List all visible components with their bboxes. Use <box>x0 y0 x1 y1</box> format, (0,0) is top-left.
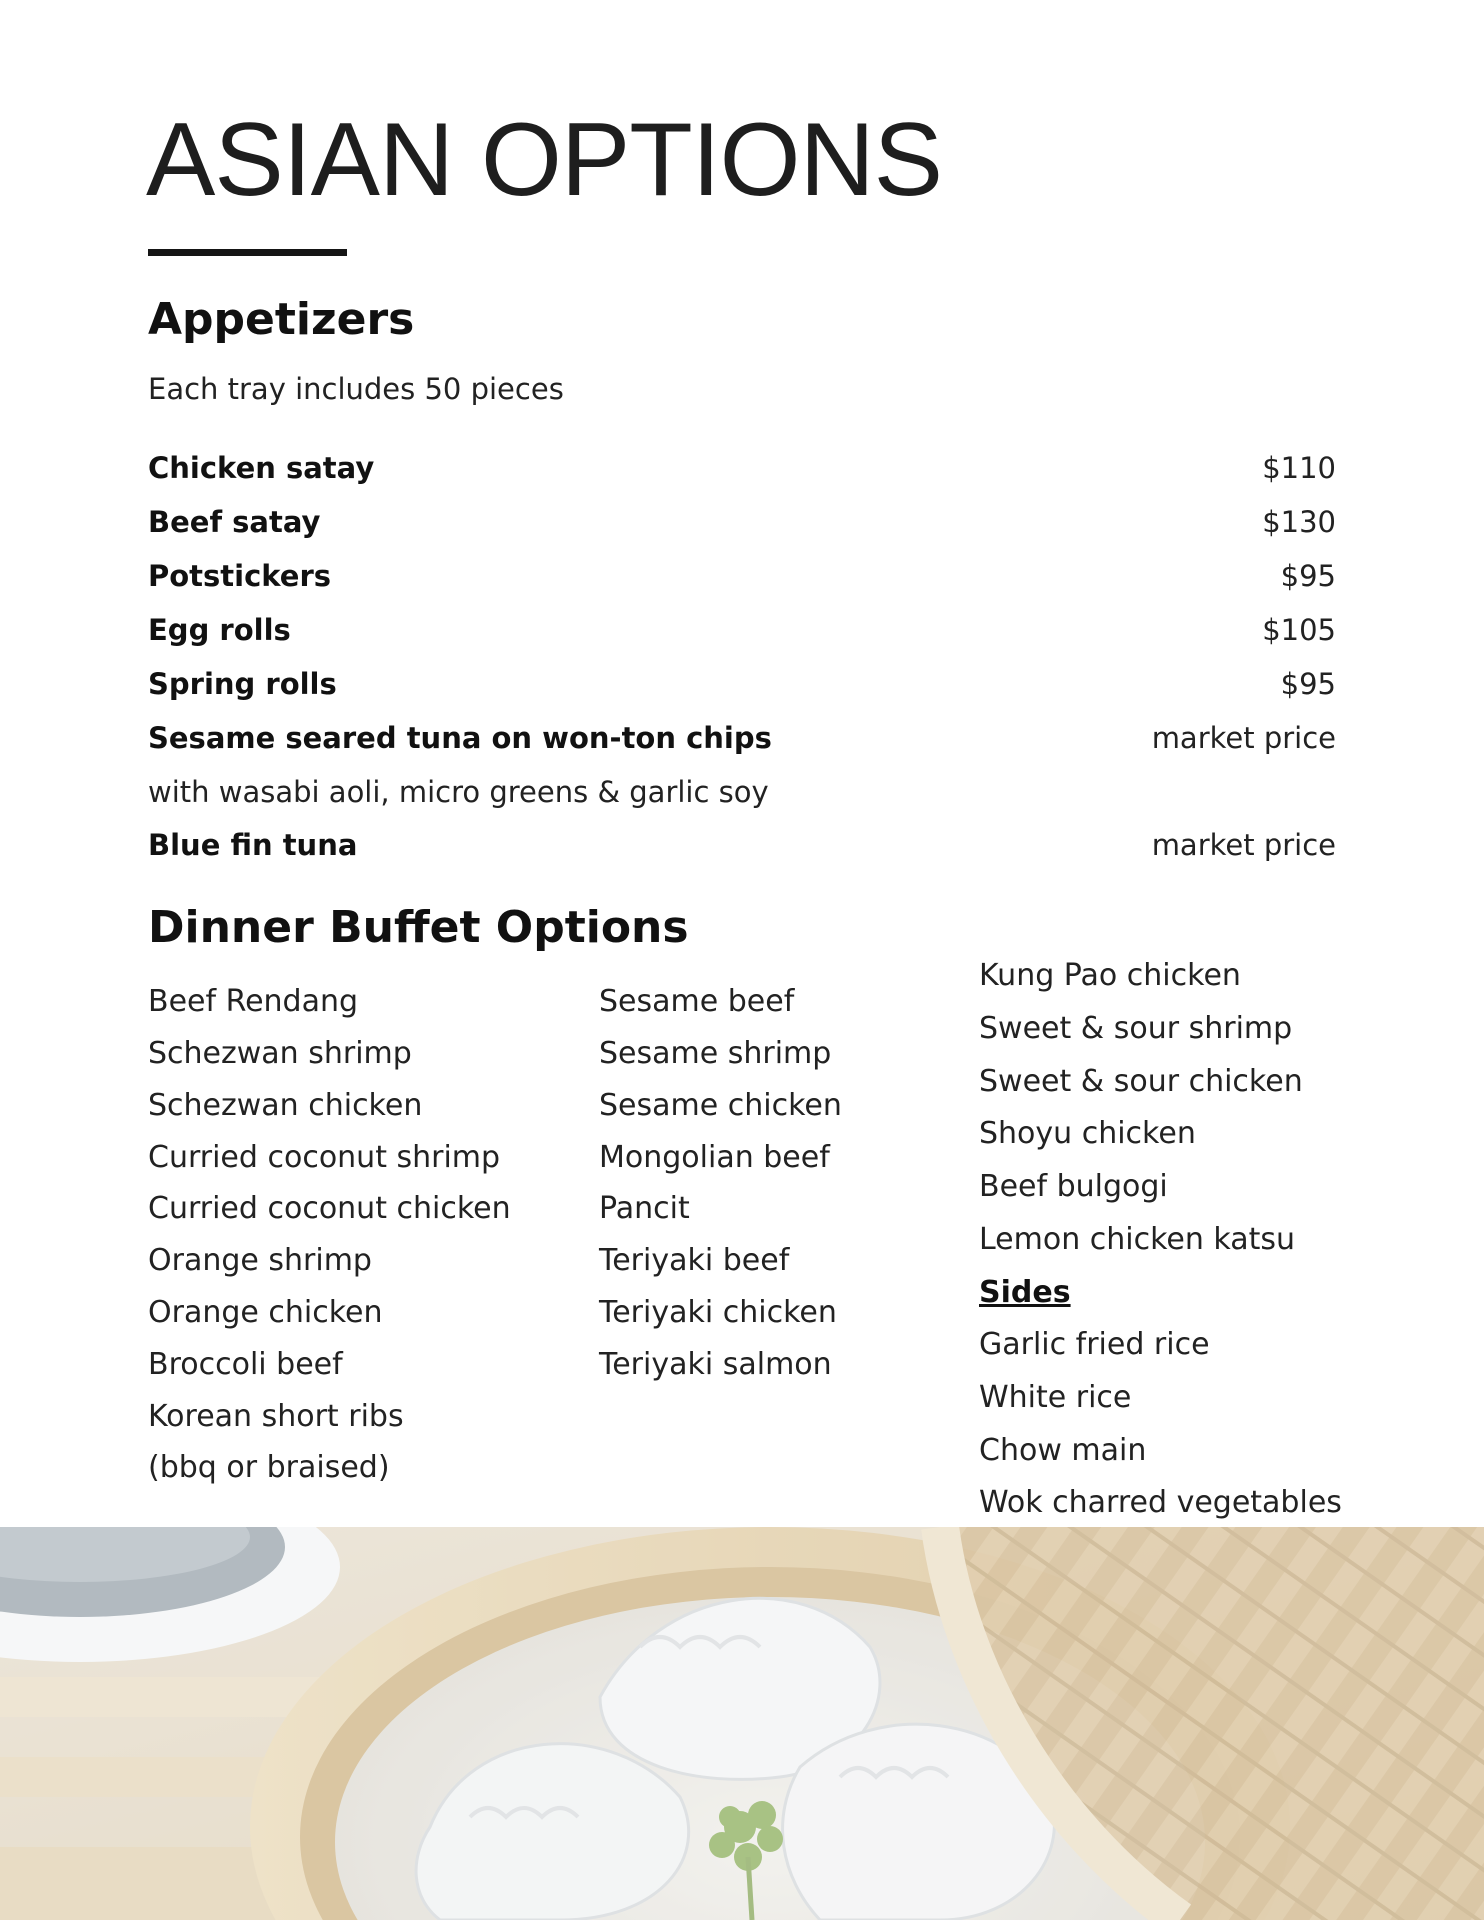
appetizer-name: Spring rolls <box>148 667 337 701</box>
dinner-item: Orange shrimp <box>148 1243 372 1278</box>
dinner-item: Broccoli beef <box>148 1347 343 1382</box>
dinner-item: Beef bulgogi <box>979 1169 1168 1204</box>
side-item: Chow main <box>979 1433 1147 1468</box>
dinner-item: Shoyu chicken <box>979 1116 1196 1151</box>
appetizer-name: Potstickers <box>148 559 332 593</box>
dinner-item: Teriyaki salmon <box>599 1347 832 1382</box>
appetizer-price: $110 <box>1262 451 1336 485</box>
dinner-item: Schezwan chicken <box>148 1088 423 1123</box>
appetizer-price: market price <box>1151 828 1336 862</box>
dinner-item: Schezwan shrimp <box>148 1036 412 1071</box>
appetizer-price: $130 <box>1262 505 1336 539</box>
side-item: Garlic fried rice <box>979 1327 1210 1362</box>
dinner-item: Sweet & sour chicken <box>979 1064 1303 1099</box>
appetizer-row <box>148 613 1336 656</box>
appetizer-row <box>148 451 1336 494</box>
dinner-item: Teriyaki chicken <box>599 1295 837 1330</box>
dinner-item: (bbq or braised) <box>148 1450 390 1485</box>
dinner-item: Pancit <box>599 1191 690 1226</box>
appetizer-row <box>148 505 1336 548</box>
appetizer-name: Egg rolls <box>148 613 291 647</box>
dinner-item: Korean short ribs <box>148 1399 404 1434</box>
appetizer-row <box>148 559 1336 602</box>
dinner-item: Sesame beef <box>599 984 795 1019</box>
sides-heading: Sides <box>979 1275 1071 1310</box>
appetizer-name: Sesame seared tuna on won-ton chips <box>148 721 772 755</box>
dumpling-photo-illustration <box>0 1527 1484 1920</box>
appetizer-row <box>148 667 1336 710</box>
appetizer-price: market price <box>1151 721 1336 755</box>
tuna-description: with wasabi aoli, micro greens & garlic soy <box>148 775 769 809</box>
side-item: Wok charred vegetables <box>979 1485 1342 1520</box>
dinner-heading: Dinner Buffet Options <box>148 902 689 953</box>
dinner-item: Mongolian beef <box>599 1140 830 1175</box>
dinner-item: Orange chicken <box>148 1295 383 1330</box>
title-underline <box>148 249 347 256</box>
dinner-item: Sesame chicken <box>599 1088 842 1123</box>
appetizer-name: Beef satay <box>148 505 321 539</box>
appetizers-heading: Appetizers <box>148 294 415 345</box>
dinner-item: Sweet & sour shrimp <box>979 1011 1293 1046</box>
dumpling-photo <box>0 1527 1484 1920</box>
side-item: White rice <box>979 1380 1132 1415</box>
dinner-item: Lemon chicken katsu <box>979 1222 1296 1257</box>
dinner-item: Curried coconut shrimp <box>148 1140 501 1175</box>
dinner-item: Kung Pao chicken <box>979 958 1241 993</box>
appetizer-name: Blue fin tuna <box>148 828 358 862</box>
dinner-item: Sesame shrimp <box>599 1036 832 1071</box>
appetizer-price: $105 <box>1262 613 1336 647</box>
appetizer-row <box>148 721 1336 764</box>
appetizer-price: $95 <box>1280 667 1336 701</box>
dinner-item: Teriyaki beef <box>599 1243 790 1278</box>
appetizer-row <box>148 828 1336 871</box>
appetizers-note: Each tray includes 50 pieces <box>148 372 564 406</box>
dinner-item: Beef Rendang <box>148 984 359 1019</box>
page-title: ASIAN OPTIONS <box>146 102 943 218</box>
appetizer-name: Chicken satay <box>148 451 375 485</box>
appetizer-price: $95 <box>1280 559 1336 593</box>
dinner-item: Curried coconut chicken <box>148 1191 511 1226</box>
